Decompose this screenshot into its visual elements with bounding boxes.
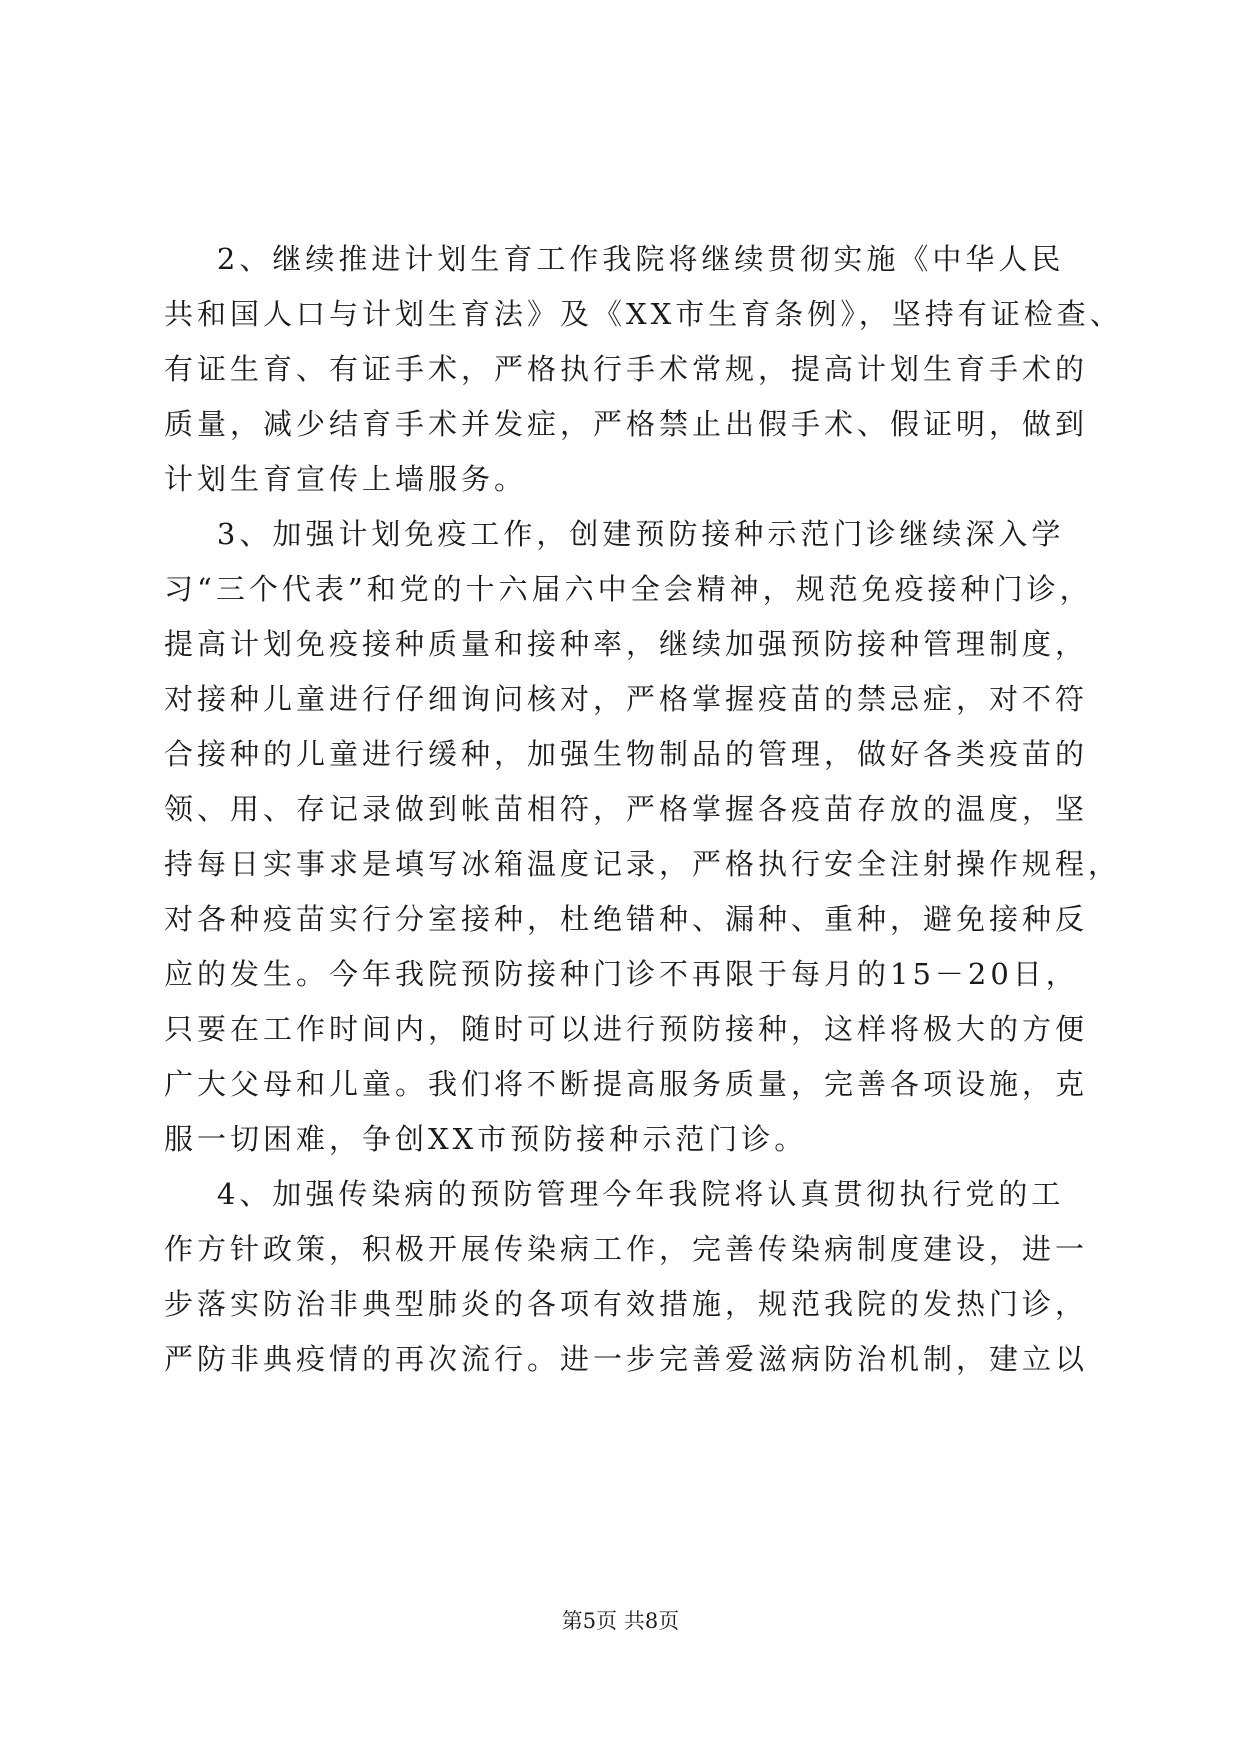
text-line: 有证生育、有证手术，严格执行手术常规，提高计划生育手术的 — [164, 352, 1089, 386]
text-line: 共和国人口与计划生育法》及《XX市生育条例》，坚持有证检查、 — [164, 297, 1123, 331]
text-line: 习“三个代表”和党的十六届六中全会精神，规范免疫接种门诊， — [164, 572, 1093, 606]
text-line: 广大父母和儿童。我们将不断提高服务质量，完善各项设施，克 — [164, 1067, 1089, 1101]
body-text — [164, 232, 1123, 1387]
text-line: 合接种的儿童进行缓种，加强生物制品的管理，做好各类疫苗的 — [164, 737, 1089, 771]
text-line: 对接种儿童进行仔细询问核对，严格掌握疫苗的禁忌症，对不符 — [164, 682, 1089, 716]
page-number-label: 第5页 共8页 — [561, 1609, 680, 1633]
text-line: 作方针政策，积极开展传染病工作，完善传染病制度建设，进一 — [164, 1232, 1089, 1266]
text-line: 计划生育宣传上墙服务。 — [164, 462, 528, 496]
text-line: 持每日实事求是填写冰箱温度记录，严格执行安全注射操作规程， — [164, 847, 1122, 881]
text-line: 提高计划免疫接种质量和接种率，继续加强预防接种管理制度， — [164, 627, 1089, 661]
text-line: 步落实防治非典型肺炎的各项有效措施，规范我院的发热门诊， — [164, 1287, 1089, 1321]
text-line: 2、继续推进计划生育工作我院将继续贯彻实施《中华人民 — [164, 242, 1065, 276]
page-footer — [0, 1605, 1241, 1635]
text-line: 应的发生。今年我院预防接种门诊不再限于每月的15－20日， — [164, 957, 1079, 991]
text-line: 服一切困难，争创XX市预防接种示范门诊。 — [164, 1122, 808, 1156]
text-line: 质量，减少结育手术并发症，严格禁止出假手术、假证明，做到 — [164, 407, 1089, 441]
text-line: 对各种疫苗实行分室接种，杜绝错种、漏种、重种，避免接种反 — [164, 902, 1089, 936]
text-line: 只要在工作时间内，随时可以进行预防接种，这样将极大的方便 — [164, 1012, 1089, 1046]
text-line: 严防非典疫情的再次流行。进一步完善爱滋病防治机制，建立以 — [164, 1342, 1089, 1376]
text-line: 3、加强计划免疫工作，创建预防接种示范门诊继续深入学 — [164, 517, 1065, 551]
text-line: 领、用、存记录做到帐苗相符，严格掌握各疫苗存放的温度，坚 — [164, 792, 1089, 826]
text-line: 4、加强传染病的预防管理今年我院将认真贯彻执行党的工 — [164, 1177, 1065, 1211]
